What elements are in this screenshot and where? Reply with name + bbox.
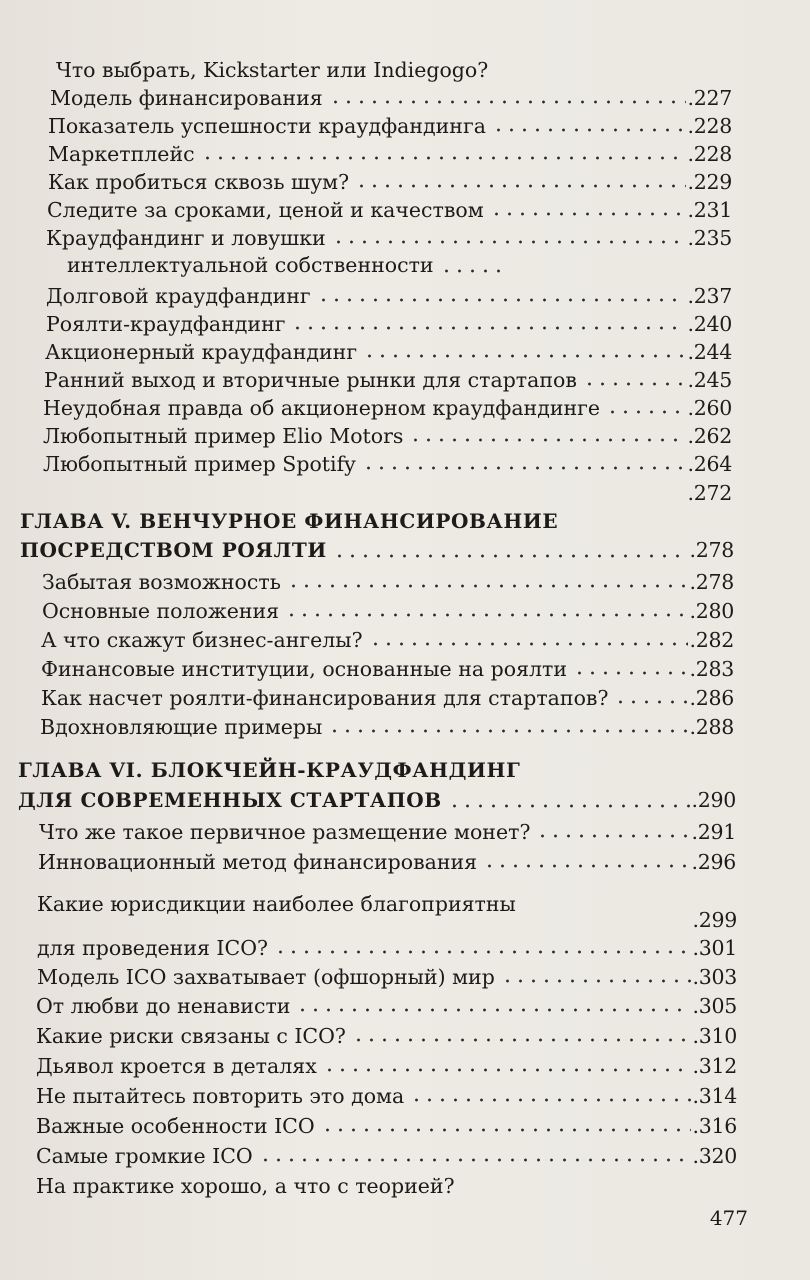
toc-entry [36, 1136, 737, 1166]
dot-leader [501, 978, 691, 984]
toc-entry-title: Ранний выход и вторичные рынки для стартапов [44, 367, 577, 392]
dot-leader [440, 268, 500, 274]
toc-entry-title: Как насчет роялти-финансирования для стартапов? [41, 685, 609, 710]
toc-entry [36, 1076, 737, 1106]
chapter-heading [18, 752, 734, 782]
toc-entry-title: Как пробиться сквозь шум? [48, 169, 350, 194]
dot-leader [492, 127, 686, 133]
chapter-page: .278 [689, 538, 734, 562]
toc-entry-page: .305 [692, 993, 737, 1018]
dot-leader [410, 1097, 690, 1103]
toc-entry-page: .320 [692, 1143, 737, 1168]
toc-entry [44, 360, 732, 390]
toc-entry [36, 1046, 737, 1076]
dot-leader [363, 353, 685, 359]
toc-entry-title: Показатель успешности краудфандинга [48, 113, 486, 138]
toc-entry [36, 986, 737, 1016]
toc-entry [48, 106, 732, 136]
toc-entry-title: Неудобная правда об акционерном краудфандинге [43, 395, 601, 420]
toc-entry [45, 332, 732, 362]
dot-leader [448, 803, 690, 809]
toc-entry [39, 812, 736, 842]
dot-leader [369, 641, 688, 647]
toc-entry [660, 473, 732, 503]
toc-entry-title: Модель финансирования [50, 85, 323, 110]
dot-leader [274, 949, 691, 955]
toc-entry [43, 416, 732, 446]
toc-entry [36, 1016, 737, 1046]
toc-entry-title: Не пытайтесь повторить это дома [36, 1083, 405, 1108]
dot-leader [291, 325, 685, 331]
toc-entry-page: .280 [689, 598, 734, 623]
toc-entry-title: Модель ICO захватывает (офшорный) мир [37, 964, 495, 989]
dot-leader [483, 863, 689, 869]
toc-entry-page: .283 [689, 656, 734, 681]
toc-entry-page: .228 [687, 113, 732, 138]
toc-entry-page: .314 [692, 1083, 737, 1108]
toc-entry-page: .244 [687, 339, 732, 364]
toc-entry-page: .312 [692, 1053, 737, 1078]
chapter-heading-line1: ГЛАВА VI. БЛОКЧЕЙН-КРАУДФАНДИНГ [18, 758, 521, 782]
toc-entry [37, 957, 737, 987]
dot-leader [287, 583, 688, 589]
toc-entry [43, 388, 732, 418]
toc-entry [41, 678, 734, 708]
dot-leader [583, 381, 686, 387]
toc-entry-page: .288 [689, 714, 734, 739]
chapter-heading [20, 532, 734, 562]
toc-entry-page: .229 [687, 169, 732, 194]
dot-leader [409, 437, 685, 443]
toc-entry-page: .301 [692, 935, 737, 960]
toc-entry [41, 649, 734, 679]
chapter-heading [18, 782, 736, 812]
toc-entry [46, 218, 732, 248]
toc-entry-title: Долговой краудфандинг [46, 283, 311, 308]
dot-leader [328, 728, 687, 734]
chapter-page: .290 [691, 788, 736, 812]
toc-entry [56, 50, 726, 80]
toc-entry-page: .245 [687, 367, 732, 392]
dot-leader [285, 612, 687, 618]
toc-entry [36, 1106, 737, 1136]
toc-entry [46, 276, 732, 306]
dot-leader [536, 833, 689, 839]
toc-entry-page: .264 [687, 451, 732, 476]
dot-leader [573, 670, 688, 676]
toc-entry [43, 444, 732, 474]
toc-entry-page: .291 [691, 819, 736, 844]
dot-leader [317, 297, 686, 303]
dot-leader [362, 465, 686, 471]
toc-entry [38, 842, 736, 872]
dot-leader [333, 553, 688, 559]
dot-leader [201, 155, 686, 161]
dot-leader [296, 1007, 690, 1013]
toc-entry [41, 620, 734, 650]
chapter-heading-line1: ГЛАВА V. ВЕНЧУРНОЕ ФИНАНСИРОВАНИЕ [20, 509, 559, 533]
toc-entry-title: Основные положения [42, 598, 280, 623]
toc-entry-title: Дьявол кроется в деталях [36, 1053, 317, 1078]
toc-entry-page: .231 [687, 197, 732, 222]
toc-entry-title: Финансовые институции, основанные на роялти [41, 656, 568, 681]
toc-entry-title: Любопытный пример Spotify [43, 451, 356, 476]
toc-entry-page: .228 [687, 141, 732, 166]
toc-entry [42, 591, 734, 621]
dot-leader [606, 409, 686, 415]
toc-entry-title: Акционерный краудфандинг [45, 339, 358, 364]
toc-entry-page: .278 [689, 569, 734, 594]
toc-entry-title: Какие риски связаны с ICO? [36, 1023, 346, 1048]
toc-entry-page: .316 [692, 1113, 737, 1138]
toc-entry-continuation [37, 928, 737, 958]
toc-entry-title: А что скажут бизнес-ангелы? [41, 627, 363, 652]
toc-entry-title: Инновационный метод финансирования [38, 849, 478, 874]
toc-entry-page: .286 [689, 685, 734, 710]
chapter-heading-line2: ДЛЯ СОВРЕМЕННЫХ СТАРТАПОВ [18, 788, 442, 812]
toc-entry-page: .240 [687, 311, 732, 336]
dot-leader [259, 1157, 691, 1163]
toc-entry-page: .296 [691, 849, 736, 874]
toc-entry-title: Важные особенности ICO [36, 1113, 315, 1138]
dot-leader [490, 211, 686, 217]
dot-leader [323, 1067, 691, 1073]
dot-leader [321, 1127, 691, 1133]
toc-entry [37, 884, 737, 932]
toc-entry-title: Забытая возможность [42, 569, 281, 594]
toc-entry-page: .310 [692, 1023, 737, 1048]
dot-leader [332, 239, 686, 245]
toc-entry-title: От любви до ненависти [36, 993, 291, 1018]
chapter-heading-line2: ПОСРЕДСТВОМ РОЯЛТИ [20, 538, 327, 562]
toc-entry-title: Роялти-краудфандинг [46, 311, 286, 336]
toc-entry [47, 190, 732, 220]
toc-entry-page: .237 [687, 283, 732, 308]
chapter-heading [20, 503, 732, 533]
toc-entry-page: .260 [687, 395, 732, 420]
toc-entry-title: Самые громкие ICO [36, 1143, 253, 1168]
toc-entry [42, 562, 734, 592]
toc-entry-title: На практике хорошо, а что с теорией? [36, 1173, 455, 1198]
toc-entry-title: Маркетплейс [48, 141, 195, 166]
dot-leader [329, 99, 686, 105]
toc-entry-page: .262 [687, 423, 732, 448]
toc-entry-page: .227 [687, 85, 732, 110]
dot-leader [355, 183, 685, 189]
toc-entry-title: Любопытный пример Elio Motors [43, 423, 404, 448]
toc-entry-title: Что выбрать, Kickstarter или Indiegogo? [56, 57, 489, 82]
toc-entry-page: .303 [692, 964, 737, 989]
toc-entry-page: .272 [687, 480, 732, 505]
toc-entry [36, 1166, 737, 1196]
toc-entry [48, 134, 732, 164]
toc-entry-title: интеллектуальной собственности [67, 253, 434, 277]
toc-entry-title: Что же такое первичное размещение монет? [39, 819, 531, 844]
toc-entry-continuation [67, 247, 467, 277]
toc-entry-page: .235 [687, 225, 732, 250]
toc-entry-title: Вдохновляющие примеры [40, 714, 323, 739]
toc-entry [50, 78, 732, 108]
toc-entry-title: для проведения ICO? [37, 935, 269, 960]
toc-entry-title: Краудфандинг и ловушки [46, 225, 326, 250]
toc-entry-title: Какие юрисдикции наиболее благоприятны [37, 891, 516, 916]
toc-entry [46, 304, 732, 334]
toc-entry-title: Следите за сроками, ценой и качеством [47, 197, 484, 222]
toc-entry-page: .299 [692, 907, 737, 932]
toc-entry-page: .282 [689, 627, 734, 652]
page-number: 477 [709, 1206, 748, 1230]
toc-entry [40, 707, 734, 737]
dot-leader [352, 1037, 691, 1043]
toc-entry [48, 162, 732, 192]
dot-leader [614, 699, 687, 705]
